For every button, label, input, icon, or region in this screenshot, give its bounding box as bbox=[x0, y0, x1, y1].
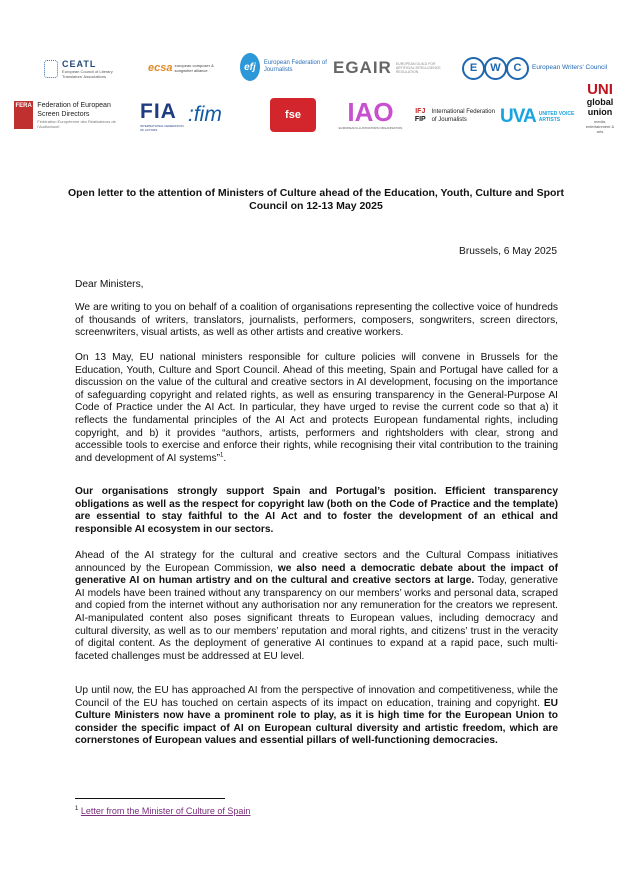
paragraph-5-a: Up until now, the EU has approached AI from the perspective of innovation and competitiveness, while the Council of the EU has touched on certain aspects of its impact on education, training and copyright. bbox=[75, 685, 558, 709]
letter-title: Open letter to the attention of Ministers of Culture ahead of the Education, Youth, Culture and Sport Council on 12-13 May 2025 bbox=[67, 187, 565, 212]
footnote-divider bbox=[75, 798, 225, 799]
paragraph-1: We are writing to you on behalf of a coalition of organisations representing the collective voice of hundreds of thousands of writers, translators, journalists, performers, composers, songwriters, screen directors, screenwriters, visual artists, as well as other artists and creative workers. bbox=[75, 302, 558, 339]
paragraph-4 bbox=[75, 550, 558, 663]
fse-logo bbox=[270, 98, 318, 132]
ceatl-mark-icon bbox=[44, 60, 58, 78]
fia-logo bbox=[140, 100, 184, 132]
ewc-name: European Writers' Council bbox=[532, 64, 608, 71]
uva-logo bbox=[500, 104, 582, 130]
fse-name: fse bbox=[270, 98, 316, 132]
salutation: Dear Ministers, bbox=[75, 279, 144, 290]
iao-subtitle: EUROPEAN ILLUSTRATORS ORGANISATION bbox=[338, 126, 403, 130]
uni-global-union-logo bbox=[585, 82, 615, 162]
paragraph-4-c: Today, generative AI models have been trained without any transparency on our members’ works and personal data, scraped and copied from the internet without any authorisation nor any remuneration for the creators we represent. AI-manipulated content also poses significant threats to European values, including democracy and cultural diversity, as well as to our members’ reputation and moral rights, and citizens’ trust in the veracity of digital content. As the deployment of generative AI continues to expand at a rapid pace, such multi-faceted challenges must be addressed at EU level. bbox=[75, 575, 558, 662]
ifj-logo bbox=[413, 98, 498, 134]
ewc-letter-w: W bbox=[484, 57, 507, 80]
footnote bbox=[75, 806, 250, 816]
ecsa-name: ecsa bbox=[148, 62, 173, 74]
logo-banner bbox=[0, 0, 632, 170]
paragraph-4-a: Ahead of the AI strategy for the cultural and creative sectors and the Cultural Compass initiatives announced by the European Commission, bbox=[75, 550, 558, 574]
paragraph-3: Our organisations strongly support Spain and Portugal’s position. Efficient transparency obligations as well as the respect for copyright law (both on the Code of Practice and the template) are essential to stay faithful to the AI Act and to foster the development of an ethical and responsible AI ecosystem in our sectors. bbox=[75, 486, 558, 535]
fia-name: FIA bbox=[140, 100, 177, 123]
fim-logo bbox=[188, 98, 258, 132]
fera-abbr: FERA bbox=[14, 101, 33, 129]
paragraph-2-end: . bbox=[223, 452, 227, 464]
ewc-letter-c: C bbox=[506, 57, 529, 80]
footnote-number: 1 bbox=[75, 806, 79, 812]
ewc-logo bbox=[462, 53, 612, 83]
ceatl-subtitle: European Council of Literary Translators' Associations bbox=[62, 69, 113, 79]
paragraph-5 bbox=[75, 685, 558, 748]
efj-logo bbox=[240, 52, 330, 82]
fera-subtitle: Fédération Européenne des Réalisateurs de l'Audiovisuel bbox=[37, 119, 116, 129]
paragraph-5-bold: EU Culture Ministers now have a prominent role to play, as it is high time for the European Union to consider the specific impact of AI on European cultural diversity and artistic freedom, which are cornerstones of European values and essential pillars of well-functioning democracies. bbox=[75, 697, 558, 747]
uva-abbr: UVA bbox=[500, 106, 536, 127]
uva-name: UNITED VOICE ARTISTS bbox=[538, 111, 575, 123]
ecsa-subtitle: european composer & songwriter alliance bbox=[174, 63, 214, 73]
uni-top: UNI bbox=[587, 81, 613, 98]
uni-name: global union bbox=[586, 97, 614, 117]
ifj-abbr-top: IFJ bbox=[415, 108, 426, 115]
footnote-ref: 1 bbox=[219, 452, 224, 459]
ifj-mark bbox=[413, 100, 428, 132]
fera-logo bbox=[14, 98, 132, 132]
ceatl-logo bbox=[44, 58, 134, 80]
ecsa-logo bbox=[148, 50, 233, 86]
fia-subtitle: INTERNATIONAL FEDERATION OF ACTORS bbox=[140, 124, 184, 132]
ifj-name: International Federation of Journalists bbox=[431, 109, 495, 123]
paragraph-4-bold: we also need a democratic debate about the impact of generative AI on human artistry and on the cultural and creative sectors at large. bbox=[75, 562, 558, 587]
egair-logo bbox=[333, 58, 453, 78]
footnote-link[interactable]: Letter from the Minister of Culture of Spain bbox=[80, 806, 251, 816]
fim-name: :fim bbox=[188, 103, 222, 126]
efj-abbr: efj bbox=[240, 53, 260, 81]
egair-name: EGAIR bbox=[333, 58, 392, 77]
paragraph-2 bbox=[75, 352, 558, 465]
ceatl-name: CEATL bbox=[62, 59, 97, 69]
ewc-letter-e: E bbox=[462, 57, 485, 80]
paragraph-2-text: On 13 May, EU national ministers responsible for culture policies will convene in Brussels for the Education, Youth, Culture and Sport Council. Ahead of this meeting, Spain and Portugal have called for a discussion on the value of the cultural and creative sectors in AI development, focusing on the importance of safeguarding copyright and related rights, as well as ensuring transparency in the General-Purpose AI Code of Practice under the AI Act. In particular, they have urged to revise the current code so that a) it reflects the fundamental principles of the AI Act and protects European fundamental rights, including copyright, and b) it provides “authors, artists, performers and rightsholders with clear, strong and accessible tools to exercise and enforce their rights, while recognising their vital contribution to the training and development of AI systems” bbox=[75, 352, 558, 464]
fera-name: Federation of European Screen Directors bbox=[37, 102, 111, 118]
efj-name: European Federation of Journalists bbox=[263, 60, 327, 73]
uni-subtitle: media, entertainment & arts bbox=[585, 119, 615, 134]
letter-date: Brussels, 6 May 2025 bbox=[459, 246, 557, 257]
iao-name: IAO bbox=[347, 97, 394, 127]
iao-logo bbox=[333, 98, 408, 132]
ifj-abbr-bottom: FIP bbox=[414, 116, 426, 123]
egair-subtitle: EUROPEAN GUILD FOR ARTIFICIAL INTELLIGENCE REGULATION bbox=[395, 62, 441, 74]
